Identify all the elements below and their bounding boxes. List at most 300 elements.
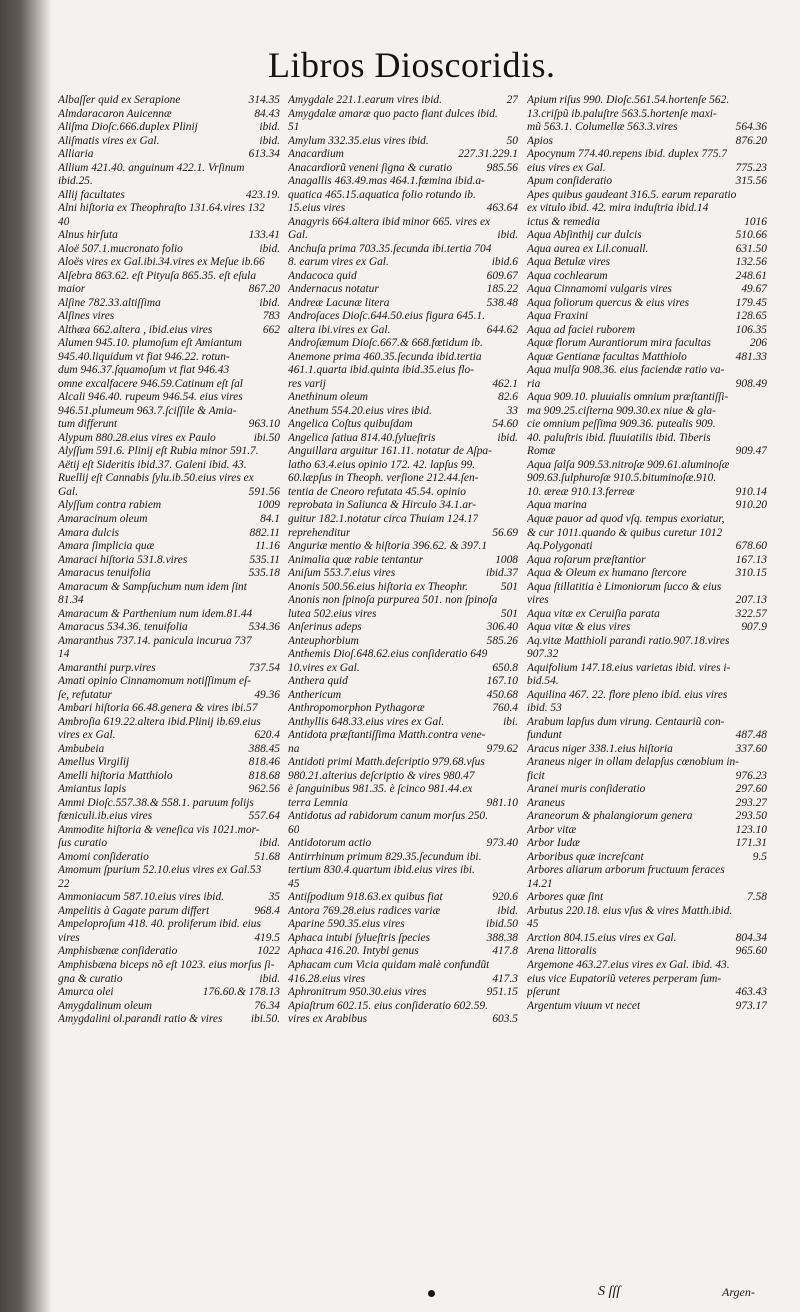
index-entry bbox=[288, 905, 518, 919]
entry-text: Aëtij eſt Sideritis ibid.37. Galeni ibid. 43. bbox=[58, 458, 247, 471]
entry-text: Aqua ad faciei ruborem bbox=[527, 323, 636, 336]
entry-reference: 167.13 bbox=[735, 553, 767, 566]
entry-text: Amaranthi purp.vires bbox=[58, 661, 156, 674]
entry-text: Amylum 332.35.eius vires ibid. bbox=[288, 134, 429, 147]
entry-reference: 644.62 bbox=[486, 323, 518, 336]
index-entry bbox=[288, 824, 518, 838]
index-entry bbox=[58, 864, 280, 878]
index-entry bbox=[288, 702, 518, 716]
entry-reference: 631.50 bbox=[735, 242, 767, 255]
entry-reference: 207.13 bbox=[735, 594, 767, 607]
index-entry bbox=[527, 702, 767, 716]
entry-text: Amygdalinum oleum bbox=[58, 999, 152, 1012]
index-entry bbox=[527, 297, 767, 311]
entry-text: 10. æreæ 910.13.ferreæ bbox=[527, 485, 635, 498]
index-entry bbox=[58, 621, 280, 635]
entry-text: Alyſſum 591.6. Plinij eſt Rubia minor 591.7. bbox=[58, 445, 259, 458]
entry-text: Romæ bbox=[527, 445, 556, 458]
entry-text: Amaracinum oleum bbox=[58, 512, 148, 525]
entry-text: Albaſſer quid ex Serapione bbox=[58, 94, 181, 106]
entry-text: Arbor vitæ bbox=[527, 823, 577, 836]
index-entry bbox=[58, 878, 280, 892]
index-entry bbox=[527, 162, 767, 176]
entry-text: tertium 830.4.quartum ibid.eius vires ibi. bbox=[288, 864, 475, 877]
index-entry bbox=[288, 878, 518, 892]
index-entry bbox=[527, 202, 767, 216]
index-entry bbox=[58, 243, 280, 257]
entry-text: Alnus hirſuta bbox=[58, 229, 118, 242]
index-entry bbox=[58, 108, 280, 122]
index-entry bbox=[58, 432, 280, 446]
entry-text: Amelli hiſtoria Matthiolo bbox=[58, 769, 173, 782]
entry-text: res varij bbox=[288, 377, 326, 390]
entry-reference: ibi. bbox=[503, 715, 518, 728]
index-entry bbox=[58, 324, 280, 338]
index-entry bbox=[58, 973, 280, 987]
entry-text: Anemone prima 460.35.ſecunda ibid.tertia bbox=[288, 350, 482, 363]
entry-text: 907.32 bbox=[527, 648, 559, 661]
entry-text: lutea 502.eius vires bbox=[288, 607, 377, 620]
entry-text: Aqua roſarum præſtantior bbox=[527, 553, 646, 566]
index-entry bbox=[58, 459, 280, 473]
index-entry bbox=[58, 608, 280, 622]
ink-blot bbox=[428, 1290, 435, 1297]
entry-text: reprobata in Saliunca & Hirculo 34.1.ar- bbox=[288, 499, 477, 512]
entry-reference: 7.58 bbox=[747, 891, 767, 904]
index-entry bbox=[527, 770, 767, 784]
entry-text: Allium 421.40. anguinum 422.1. Vrſinum bbox=[58, 161, 245, 174]
entry-reference: 179.45 bbox=[735, 296, 767, 309]
entry-text: 13.criſpũ ib.paluſtre 563.5.hortenſe maxi- bbox=[527, 107, 717, 120]
index-entry bbox=[527, 216, 767, 230]
entry-reference: 535.11 bbox=[249, 553, 280, 566]
entry-text: bid.54. bbox=[527, 675, 559, 688]
index-entry bbox=[527, 756, 767, 770]
entry-reference: 609.67 bbox=[486, 269, 518, 282]
entry-text: Ammodite hiſtoria & veneſica vis 1021.mor- bbox=[58, 823, 260, 836]
entry-reference: 737.54 bbox=[248, 661, 280, 674]
index-entry bbox=[58, 770, 280, 784]
entry-text: maior bbox=[58, 283, 86, 296]
index-entry bbox=[288, 162, 518, 176]
entry-reference: ibid. bbox=[259, 837, 280, 850]
entry-text: omne excalfacere 946.59.Catinum eſt ſal bbox=[58, 377, 243, 390]
index-entry bbox=[58, 648, 280, 662]
index-entry bbox=[288, 675, 518, 689]
entry-text: fundunt bbox=[527, 729, 562, 742]
index-entry bbox=[288, 891, 518, 905]
index-entry bbox=[58, 702, 280, 716]
entry-text: Amaracum & Parthenium num idem.81.44 bbox=[58, 607, 253, 620]
entry-text: Aqua aurea ex Lil.conuall. bbox=[527, 242, 649, 255]
entry-text: Aracus niger 338.1.eius hiſtoria bbox=[527, 742, 673, 755]
index-entry bbox=[527, 337, 767, 351]
entry-text: Andernacus notatur bbox=[288, 283, 379, 296]
entry-reference: 1008 bbox=[495, 553, 518, 566]
index-column-middle bbox=[288, 94, 518, 1027]
entry-text: Ampelitis à Gagate parum differt bbox=[58, 904, 210, 917]
entry-reference: 419.5 bbox=[254, 931, 280, 944]
index-entry bbox=[527, 945, 767, 959]
index-entry bbox=[527, 959, 767, 973]
index-entry bbox=[288, 986, 518, 1000]
index-entry bbox=[288, 621, 518, 635]
entry-text: Aphaca 416.20. Intybi genus bbox=[288, 945, 419, 958]
entry-reference: 123.10 bbox=[735, 823, 767, 836]
entry-reference: 538.48 bbox=[486, 296, 518, 309]
entry-reference: 804.34 bbox=[735, 931, 767, 944]
index-entry bbox=[527, 581, 767, 595]
entry-text: 40. paluſtris ibid. fluuiatilis ibid. Tiberis bbox=[527, 431, 711, 444]
entry-text: Aranei muris conſideratio bbox=[527, 783, 646, 796]
index-entry bbox=[58, 1000, 280, 1014]
index-entry bbox=[58, 689, 280, 703]
entry-reference: 973.40 bbox=[486, 837, 518, 850]
entry-reference: 462.1 bbox=[492, 377, 518, 390]
entry-text: Aqua Abſinthij cur dulcis bbox=[527, 229, 642, 242]
entry-text: gna & curatio bbox=[58, 972, 123, 985]
entry-text: 60.læpſus in Theoph. verſione 212.44.ſen- bbox=[288, 472, 479, 485]
entry-reference: 867.20 bbox=[248, 283, 280, 296]
index-entry bbox=[288, 581, 518, 595]
entry-text: ria bbox=[527, 377, 541, 390]
index-entry bbox=[527, 351, 767, 365]
entry-text: mũ 563.1. Columellæ 563.3.vires bbox=[527, 121, 678, 134]
entry-text: Amati opinio Cinnamomum notiſſimum eſ- bbox=[58, 675, 252, 688]
entry-text: Anonis 500.56.eius hiſtoria ex Theophr. bbox=[288, 580, 469, 593]
entry-text: Anchuſa prima 703.35.ſecunda ibi.tertia 704 bbox=[288, 242, 492, 255]
entry-text: Aquæ pauor ad quod vſq. tempus exoriatur, bbox=[527, 512, 725, 525]
entry-text: Aqua mulſa 908.36. eius faciendæ ratio va- bbox=[527, 364, 725, 377]
index-entry bbox=[527, 310, 767, 324]
index-entry bbox=[58, 810, 280, 824]
entry-text: Anacardiorũ veneni ſigna & curatio bbox=[288, 161, 453, 174]
index-entry bbox=[288, 148, 518, 162]
index-entry bbox=[58, 1013, 280, 1027]
index-entry bbox=[58, 932, 280, 946]
entry-text: Aloë 507.1.mucronato folio bbox=[58, 242, 183, 255]
entry-reference: 297.60 bbox=[735, 783, 767, 796]
index-entry bbox=[58, 216, 280, 230]
entry-text: Aq.Polygonati bbox=[527, 540, 593, 553]
index-entry bbox=[288, 837, 518, 851]
index-entry bbox=[288, 743, 518, 757]
entry-text: vires ex Gal. bbox=[58, 729, 116, 742]
entry-text: vires ex Arabibus bbox=[288, 1013, 368, 1026]
entry-text: Antidotorum actio bbox=[288, 837, 372, 850]
entry-text: Ambubeia bbox=[58, 742, 105, 755]
entry-text: quatica 465.15.aquatica folio rotundo ib. bbox=[288, 188, 476, 201]
entry-text: Aphronitrum 950.30.eius vires bbox=[288, 986, 427, 999]
index-entry bbox=[527, 797, 767, 811]
entry-text: Alſines vires bbox=[58, 310, 115, 323]
index-entry bbox=[527, 472, 767, 486]
entry-reference: 591.56 bbox=[248, 485, 280, 498]
entry-reference: 662 bbox=[262, 323, 280, 336]
entry-text: Aqua 909.10. pluuialis omnium præſtantiſſi- bbox=[527, 391, 729, 404]
entry-text: Arction 804.15.eius vires ex Gal. bbox=[527, 931, 677, 944]
index-entry bbox=[288, 783, 518, 797]
entry-text: Apes quibus gaudeant 316.5. earum reparatio bbox=[527, 188, 737, 201]
entry-text: Ruellij eſt Cannabis ſylu.ib.50.eius vires ex bbox=[58, 472, 254, 485]
entry-text: Gal. bbox=[58, 485, 78, 498]
entry-reference: 423.19. bbox=[245, 188, 280, 201]
index-entry bbox=[288, 405, 518, 419]
entry-text: 909.63.ſulphuroſæ 910.5.bituminoſæ.910. bbox=[527, 472, 717, 485]
index-entry bbox=[527, 594, 767, 608]
entry-reference: ibid. bbox=[259, 972, 280, 985]
index-entry bbox=[58, 94, 280, 108]
index-entry bbox=[288, 378, 518, 392]
index-entry bbox=[527, 270, 767, 284]
index-entry bbox=[288, 648, 518, 662]
index-entry bbox=[288, 797, 518, 811]
entry-reference: 322.57 bbox=[735, 607, 767, 620]
signature-mark: S ſſſ bbox=[598, 1284, 621, 1299]
entry-text: Aquæ Gentianæ facultas Matthiolo bbox=[527, 350, 687, 363]
entry-text: Althæa 662.altera , ibid.eius vires bbox=[58, 323, 213, 336]
index-entry bbox=[58, 662, 280, 676]
entry-text: ictus & remedia bbox=[527, 215, 600, 228]
index-entry bbox=[288, 918, 518, 932]
entry-text: Anſerinus adeps bbox=[288, 621, 362, 634]
entry-reference: 968.4 bbox=[254, 904, 280, 917]
index-entry bbox=[527, 364, 767, 378]
entry-text: Antiſpodium 918.63.ex quibus fiat bbox=[288, 891, 443, 904]
index-entry bbox=[288, 689, 518, 703]
index-entry bbox=[288, 594, 518, 608]
entry-reference: 920.6 bbox=[492, 891, 518, 904]
entry-text: Amphisbæna biceps nõ eſt 1023. eius morſus ſi- bbox=[58, 959, 275, 971]
index-entry bbox=[527, 459, 767, 473]
entry-text: 51 bbox=[288, 121, 300, 134]
entry-text: Anagyris 664.altera ibid minor 665. vires ex bbox=[288, 215, 491, 228]
entry-reference: 981.10 bbox=[486, 796, 518, 809]
entry-text: Aqua vitæ ex Ceruiſia parata bbox=[527, 607, 660, 620]
entry-text: Anthericum bbox=[288, 688, 342, 701]
entry-text: Amaracus 534.36. tenuifolia bbox=[58, 621, 188, 634]
running-head: Libros Dioscoridis. bbox=[268, 45, 556, 85]
entry-reference: 876.20 bbox=[735, 134, 767, 147]
entry-text: Andacoca quid bbox=[288, 269, 357, 282]
entry-reference: 650.8 bbox=[492, 661, 518, 674]
entry-text: Amomum ſpurium 52.10.eius vires ex Gal.53 bbox=[58, 864, 262, 877]
index-entry bbox=[58, 391, 280, 405]
index-entry bbox=[288, 851, 518, 865]
entry-text: Ampeloproſum 418. 40. proliferum ibid. eius bbox=[58, 918, 261, 931]
index-entry bbox=[288, 540, 518, 554]
entry-text: Apiaſtrum 602.15. eius conſideratio 602.59. bbox=[288, 999, 488, 1012]
index-entry bbox=[58, 918, 280, 932]
entry-text: guitur 182.1.notatur circa Thuiam 124.17 bbox=[288, 512, 479, 525]
entry-reference: ibid.37 bbox=[486, 567, 518, 580]
index-entry bbox=[58, 297, 280, 311]
entry-text: Aloës vires ex Gal.ibi.34.vires ex Meſue ib.66 bbox=[58, 256, 265, 269]
index-entry bbox=[58, 418, 280, 432]
index-entry bbox=[527, 986, 767, 1000]
entry-reference: 176.60.& 178.13 bbox=[202, 986, 280, 999]
index-entry bbox=[58, 175, 280, 189]
entry-reference: 315.56 bbox=[735, 175, 767, 188]
index-entry bbox=[527, 256, 767, 270]
entry-text: Aquifolium 147.18.eius varietas ibid. vires i- bbox=[527, 661, 731, 674]
index-entry bbox=[527, 567, 767, 581]
index-entry bbox=[527, 486, 767, 500]
index-entry bbox=[288, 1013, 518, 1027]
entry-reference: 907.9 bbox=[741, 621, 767, 634]
index-entry bbox=[527, 824, 767, 838]
entry-reference: 337.60 bbox=[735, 742, 767, 755]
index-entry bbox=[288, 499, 518, 513]
index-entry bbox=[58, 351, 280, 365]
entry-text: Aliſma Dioſc.666.duplex Plinij bbox=[58, 121, 198, 134]
entry-text: Angelica Coſtus quibuſdam bbox=[288, 418, 413, 431]
index-entry bbox=[527, 175, 767, 189]
index-entry bbox=[527, 918, 767, 932]
index-entry bbox=[527, 527, 767, 541]
entry-reference: 314.35 bbox=[248, 94, 280, 106]
index-entry bbox=[288, 364, 518, 378]
entry-text: Arboribus quæ increſcant bbox=[527, 850, 644, 863]
entry-reference: 557.64 bbox=[248, 810, 280, 823]
entry-text: 81.34 bbox=[58, 594, 84, 607]
entry-reference: 783 bbox=[262, 310, 280, 323]
index-entry bbox=[527, 513, 767, 527]
entry-text: Ambroſia 619.22.altera ibid.Plinij ib.69.eius bbox=[58, 715, 261, 728]
entry-text: Andreæ Lacunæ litera bbox=[288, 296, 390, 309]
entry-text: 22 bbox=[58, 877, 70, 890]
index-entry bbox=[527, 973, 767, 987]
index-entry bbox=[527, 932, 767, 946]
entry-text: ficit bbox=[527, 769, 545, 782]
entry-text: eius vice Eupatoriũ veteres perperam ſum- bbox=[527, 972, 722, 985]
index-entry bbox=[527, 891, 767, 905]
entry-text: Anethinum oleum bbox=[288, 391, 369, 404]
index-entry bbox=[58, 283, 280, 297]
index-entry bbox=[288, 973, 518, 987]
index-entry bbox=[58, 837, 280, 851]
index-entry bbox=[58, 729, 280, 743]
entry-text: Antirrhinum primum 829.35.ſecundum ibi. bbox=[288, 850, 482, 863]
index-entry bbox=[58, 594, 280, 608]
entry-text: Aqua Cinnamomi vulgaris vires bbox=[527, 283, 672, 296]
entry-text: Amellus Virgilij bbox=[58, 756, 130, 769]
entry-text: 10.vires ex Gal. bbox=[288, 661, 360, 674]
entry-text: Aparine 590.35.eius vires bbox=[288, 918, 405, 931]
index-entry bbox=[58, 202, 280, 216]
index-entry bbox=[58, 554, 280, 568]
entry-text: altera ibi.vires ex Gal. bbox=[288, 323, 391, 336]
index-entry bbox=[527, 729, 767, 743]
entry-text: Anguriæ mentio & hiſtoria 396.62. & 397.1 bbox=[288, 540, 488, 553]
entry-text: Gal. bbox=[288, 229, 308, 242]
entry-text: 980.21.alterius deſcriptio & vires 980.47 bbox=[288, 769, 475, 782]
entry-reference: 613.34 bbox=[248, 148, 280, 161]
index-entry bbox=[527, 148, 767, 162]
entry-text: Antidoti primi Matth.deſcriptio 979.68.vſus bbox=[288, 756, 485, 769]
entry-reference: 760.4 bbox=[492, 702, 518, 715]
index-entry bbox=[288, 270, 518, 284]
entry-reference: 417.8 bbox=[492, 945, 518, 958]
entry-text: Anteuphorbium bbox=[288, 634, 359, 647]
index-entry bbox=[288, 635, 518, 649]
index-entry bbox=[527, 864, 767, 878]
entry-reference: 49.67 bbox=[741, 283, 767, 296]
entry-text: terra Lemnia bbox=[288, 796, 348, 809]
index-entry bbox=[58, 905, 280, 919]
index-entry bbox=[288, 256, 518, 270]
entry-text: ibid.25. bbox=[58, 175, 93, 188]
index-entry bbox=[527, 540, 767, 554]
index-entry bbox=[288, 243, 518, 257]
entry-text: Aphaca intubi ſylueſtris ſpecies bbox=[288, 931, 431, 944]
entry-text: Animalia quæ rabie tentantur bbox=[288, 553, 424, 566]
index-entry bbox=[58, 824, 280, 838]
entry-reference: 76.34 bbox=[254, 999, 280, 1012]
entry-reference: 185.22 bbox=[486, 283, 518, 296]
entry-reference: 818.46 bbox=[248, 756, 280, 769]
entry-reference: 33 bbox=[506, 404, 518, 417]
entry-reference: ibid. bbox=[259, 242, 280, 255]
entry-reference: 1009 bbox=[257, 499, 280, 512]
index-entry bbox=[58, 445, 280, 459]
index-entry bbox=[288, 716, 518, 730]
index-entry bbox=[288, 135, 518, 149]
entry-reference: 56.69 bbox=[492, 526, 518, 539]
index-entry bbox=[58, 513, 280, 527]
index-entry bbox=[288, 959, 518, 973]
index-entry bbox=[527, 94, 767, 108]
entry-reference: ibid. bbox=[259, 134, 280, 147]
index-entry bbox=[527, 675, 767, 689]
entry-reference: 501 bbox=[500, 607, 518, 620]
entry-reference: 35 bbox=[268, 891, 280, 904]
index-entry bbox=[288, 445, 518, 459]
entry-text: Anthyllis 648.33.eius vires ex Gal. bbox=[288, 715, 445, 728]
index-entry bbox=[288, 351, 518, 365]
index-entry bbox=[288, 310, 518, 324]
index-column-left bbox=[58, 94, 280, 1027]
entry-reference: 678.60 bbox=[735, 540, 767, 553]
entry-text: Arena littoralis bbox=[527, 945, 597, 958]
entry-reference: 910.14 bbox=[735, 485, 767, 498]
entry-text: Anguillara arguitur 161.11. notatur de Aſpa- bbox=[288, 445, 492, 458]
index-entry bbox=[58, 797, 280, 811]
index-entry bbox=[527, 229, 767, 243]
entry-reference: 171.31 bbox=[735, 837, 767, 850]
scan-binding-shadow bbox=[0, 0, 52, 1312]
index-entry bbox=[288, 608, 518, 622]
index-entry bbox=[58, 783, 280, 797]
entry-reference: 585.26 bbox=[486, 634, 518, 647]
entry-text: 945.40.liquidum vt fiat 946.22. rotun- bbox=[58, 350, 230, 363]
index-entry bbox=[527, 851, 767, 865]
index-entry bbox=[58, 959, 280, 973]
index-entry bbox=[527, 837, 767, 851]
entry-text: Alſebra 863.62. eſt Pityuſa 865.35. eſt eſula bbox=[58, 269, 257, 282]
index-entry bbox=[288, 189, 518, 203]
entry-text: Arbores aliarum arborum fructuum feraces bbox=[527, 864, 725, 877]
index-entry bbox=[527, 243, 767, 257]
entry-reference: 965.60 bbox=[735, 945, 767, 958]
entry-reference: 54.60 bbox=[492, 418, 518, 431]
index-entry bbox=[58, 472, 280, 486]
entry-text: 14 bbox=[58, 648, 70, 661]
entry-text: ma 909.25.ciſterna 909.30.ex niue & gla- bbox=[527, 404, 716, 417]
entry-text: Argentum viuum vt necet bbox=[527, 999, 641, 1012]
index-entry bbox=[58, 945, 280, 959]
index-entry bbox=[288, 108, 518, 122]
